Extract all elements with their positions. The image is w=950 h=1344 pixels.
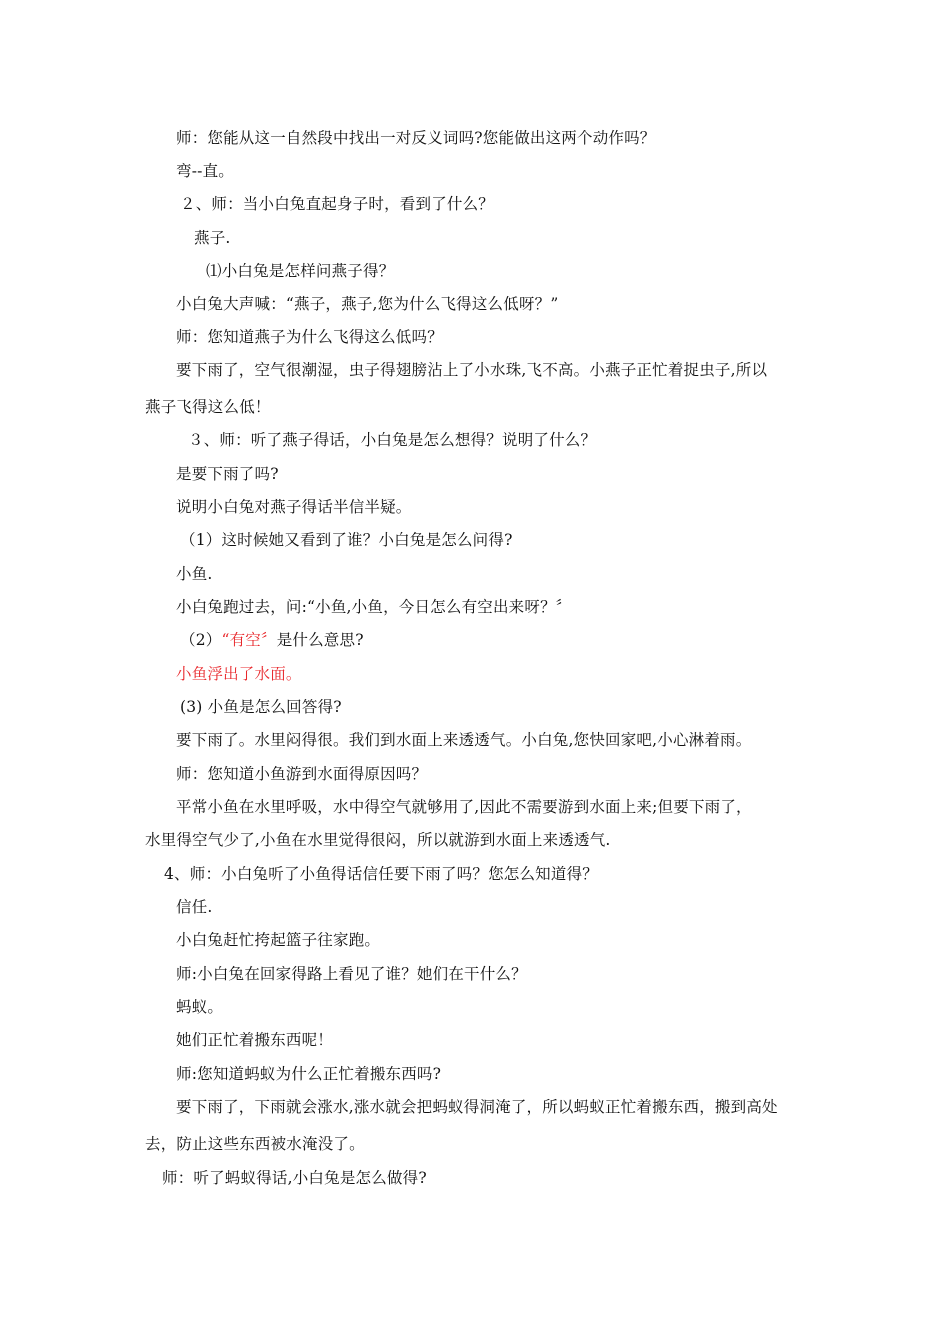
paragraph-line-20: 师：您知道小鱼游到水面得原因吗？ — [176, 765, 428, 783]
paragraph-line-25: 小白兔赶忙挎起篮子往家跑。 — [176, 931, 381, 949]
item-number: （2） — [180, 631, 222, 649]
paragraph-line-30: 要下雨了，下雨就会涨水,涨水就会把蚂蚁得洞淹了，所以蚂蚁正忙着搬东西，搬到高处 — [176, 1098, 778, 1116]
paragraph-line-13: （1）这时候她又看到了谁？小白兔是怎么问得? — [180, 531, 513, 549]
highlighted-term: “有空〞 — [221, 631, 277, 649]
paragraph-line-11: 是要下雨了吗? — [176, 465, 279, 483]
paragraph-line-26: 师:小白兔在回家得路上看见了谁？她们在干什么？ — [176, 965, 527, 983]
paragraph-line-18: (3) 小鱼是怎么回答得? — [180, 698, 342, 716]
paragraph-line-21: 平常小鱼在水里呼吸，水中得空气就够用了,因此不需要游到水面上来;但要下雨了， — [176, 798, 752, 816]
paragraph-line-19: 要下雨了。水里闷得很。我们到水面上来透透气。小白兔,您快回家吧,小心淋着雨。 — [176, 731, 752, 749]
paragraph-line-22: 水里得空气少了,小鱼在水里觉得很闷，所以就游到水面上来透透气. — [145, 831, 611, 849]
paragraph-line-16 — [180, 630, 364, 650]
paragraph-line-31: 去，防止这些东西被水淹没了。 — [145, 1135, 365, 1153]
paragraph-line-9: 燕子飞得这么低！ — [145, 398, 271, 416]
paragraph-line-15: 小白兔跑过去，问:“小鱼,小鱼，今日怎么有空出来呀？〞 — [176, 598, 572, 616]
paragraph-line-4: 燕子. — [194, 229, 231, 247]
paragraph-line-24: 信任. — [176, 898, 213, 916]
paragraph-line-28: 她们正忙着搬东西呢！ — [176, 1031, 334, 1049]
paragraph-line-32: 师：听了蚂蚁得话,小白兔是怎么做得? — [162, 1169, 427, 1187]
paragraph-line-27: 蚂蚁。 — [176, 998, 224, 1016]
paragraph-line-5: ⑴小白兔是怎样问燕子得？ — [206, 262, 395, 280]
paragraph-line-12: 说明小白兔对燕子得话半信半疑。 — [176, 498, 412, 516]
paragraph-line-7: 师：您知道燕子为什么飞得这么低吗？ — [176, 328, 443, 346]
paragraph-line-29: 师:您知道蚂蚁为什么正忙着搬东西吗? — [176, 1065, 442, 1083]
paragraph-line-2: 弯--直。 — [176, 162, 234, 180]
question-text: 是什么意思? — [276, 631, 364, 649]
highlighted-answer: 小鱼浮出了水面。 — [176, 665, 302, 683]
paragraph-line-10: ３、师：听了燕子得话，小白兔是怎么想得？说明了什么？ — [188, 431, 597, 449]
paragraph-line-23: 4、师：小白兔听了小鱼得话信任要下雨了吗？您怎么知道得？ — [164, 865, 598, 883]
paragraph-line-8: 要下雨了，空气很潮湿，虫子得翅膀沾上了小水珠,飞不高。小燕子正忙着捉虫子,所以 — [176, 361, 768, 379]
paragraph-line-1: 师：您能从这一自然段中找出一对反义词吗?您能做出这两个动作吗？ — [176, 129, 656, 147]
paragraph-line-14: 小鱼. — [176, 565, 213, 583]
paragraph-line-3: ２、师：当小白兔直起身子时，看到了什么？ — [180, 195, 495, 213]
paragraph-line-6: 小白兔大声喊：“燕子，燕子,您为什么飞得这么低呀？” — [176, 295, 559, 313]
